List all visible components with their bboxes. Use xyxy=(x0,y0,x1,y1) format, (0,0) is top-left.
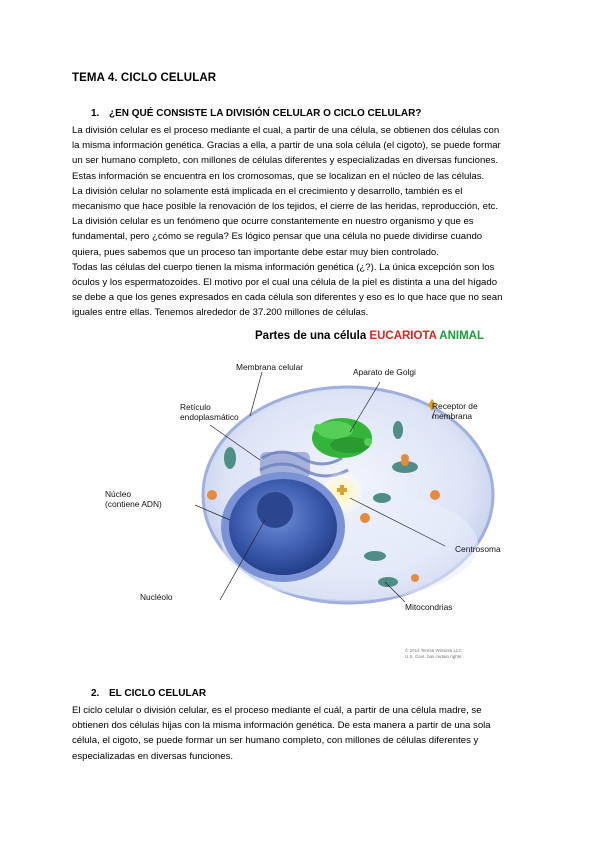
text-line: especializadas en diversas funciones. xyxy=(72,750,234,762)
text-line: fundamental, pero ¿cómo se regula? Es lógico pensar que una célula no puede dividirse cuando xyxy=(72,231,483,243)
text-line: se debe a que los genes expresados en cada célula son diferentes y eso es lo que hace que no sean xyxy=(72,292,503,304)
text-line: El ciclo celular o división celular, es el proceso mediante el cuál, a partir de una célula madre, se xyxy=(72,705,482,716)
section-2-paragraph xyxy=(72,703,528,764)
copyright-line-2: U.S. Govt. has certain rights xyxy=(405,653,462,659)
text-line: célula, el cigoto, se puede formar un ser humano completo, con millones de células diferentes y xyxy=(72,735,479,747)
vesicle xyxy=(411,574,419,582)
text-line: Estas información se encuentra en los cromosomas, que se localizan en el núcleo de las células. xyxy=(72,170,485,182)
text-line: La división celular no solamente está implicada en el crecimiento y desarrollo, también es el xyxy=(72,185,463,197)
vesicle xyxy=(207,490,217,500)
label-reticulo xyxy=(180,403,239,422)
text-line: La división celular es un fenómeno que ocurre constantemente en nuestro organismo y que es xyxy=(72,216,474,228)
nucleolus xyxy=(257,492,293,528)
mitochondrion xyxy=(364,551,386,561)
text-line: óculos y los espermatozoides. El motivo por el cual una célula de la piel es distinta a una del hígado xyxy=(72,277,498,289)
text-line: iguales entre ellas. Tenemos alrededor de 37.200 millones de células. xyxy=(72,307,369,319)
golgi-apparatus xyxy=(312,418,372,458)
section-1-heading xyxy=(91,108,421,119)
label-receptor-line-1: Receptor de xyxy=(432,401,478,411)
label-centrosoma: Centrosoma xyxy=(455,544,501,554)
label-receptor xyxy=(432,402,478,421)
section-2-number: 2. xyxy=(91,688,100,699)
nucleus xyxy=(229,479,337,575)
mitochondrion xyxy=(378,577,398,587)
label-reticulo-line-1: Retículo xyxy=(180,402,211,412)
section-1-number: 1. xyxy=(91,108,100,119)
mitochondrion xyxy=(224,447,236,469)
section-2-title: EL CICLO CELULAR xyxy=(109,688,207,699)
text-line: obtienen dos células hijas con la misma información genética. De esta manera a partir de una sola xyxy=(72,720,491,732)
text-line: La división celular es el proceso mediante el cual, a partir de una célula, se obtienen dos células con xyxy=(72,125,500,136)
label-golgi: Aparato de Golgi xyxy=(353,367,416,377)
text-line: Todas las células del cuerpo tienen la misma información genética (¿?). La única excepción son los xyxy=(72,261,495,273)
label-nucleolo: Nucléolo xyxy=(140,592,173,602)
label-nucleo-line-2: (contiene ADN) xyxy=(105,498,162,509)
text-line: quiera, pues sabemos que un proceso tan importante debe estar muy bien controlado. xyxy=(72,246,439,258)
label-receptor-line-2: membrana xyxy=(432,410,473,421)
text-line: un ser humano completo, con millones de células diferentes y especializadas en diversas funciones. xyxy=(72,155,499,167)
centriole xyxy=(340,485,344,495)
section-1-paragraph xyxy=(72,123,528,321)
vesicle xyxy=(401,458,409,466)
document-title: TEMA 4. CICLO CELULAR xyxy=(72,72,217,84)
text-line: mecanismo que hace posible la renovación de los tejidos, el cierre de las heridas, reproducción, etc. xyxy=(72,201,499,213)
vesicle xyxy=(430,490,440,500)
label-nucleo xyxy=(105,490,162,509)
label-nucleo-line-1: Núcleo xyxy=(105,489,132,499)
cell-diagram xyxy=(190,330,530,665)
figure-title-eucariota: EUCARIOTA xyxy=(369,330,437,342)
vesicle xyxy=(360,513,370,523)
section-2-heading xyxy=(91,688,206,699)
mitochondrion xyxy=(373,493,391,503)
label-membrana: Membrana celular xyxy=(236,362,304,372)
text-line: la misma información genética. Gracias a ella, a partir de una sola célula (el cigoto), se puede formar xyxy=(72,140,501,152)
figure-copyright xyxy=(405,648,462,659)
figure-title-animal: ANIMAL xyxy=(439,330,485,342)
label-reticulo-line-2: endoplasmático xyxy=(180,411,239,422)
section-1-title: ¿EN QUÉ CONSISTE LA DIVISIÓN CELULAR O CICLO CELULAR? xyxy=(109,108,422,119)
figure-title-prefix: Partes de una célula xyxy=(255,330,370,342)
label-mitocondrias: Mitocondrias xyxy=(405,602,453,612)
copyright-line-1: © 2014 Terese Winslow LLC xyxy=(405,648,462,653)
mitochondrion xyxy=(393,421,403,439)
